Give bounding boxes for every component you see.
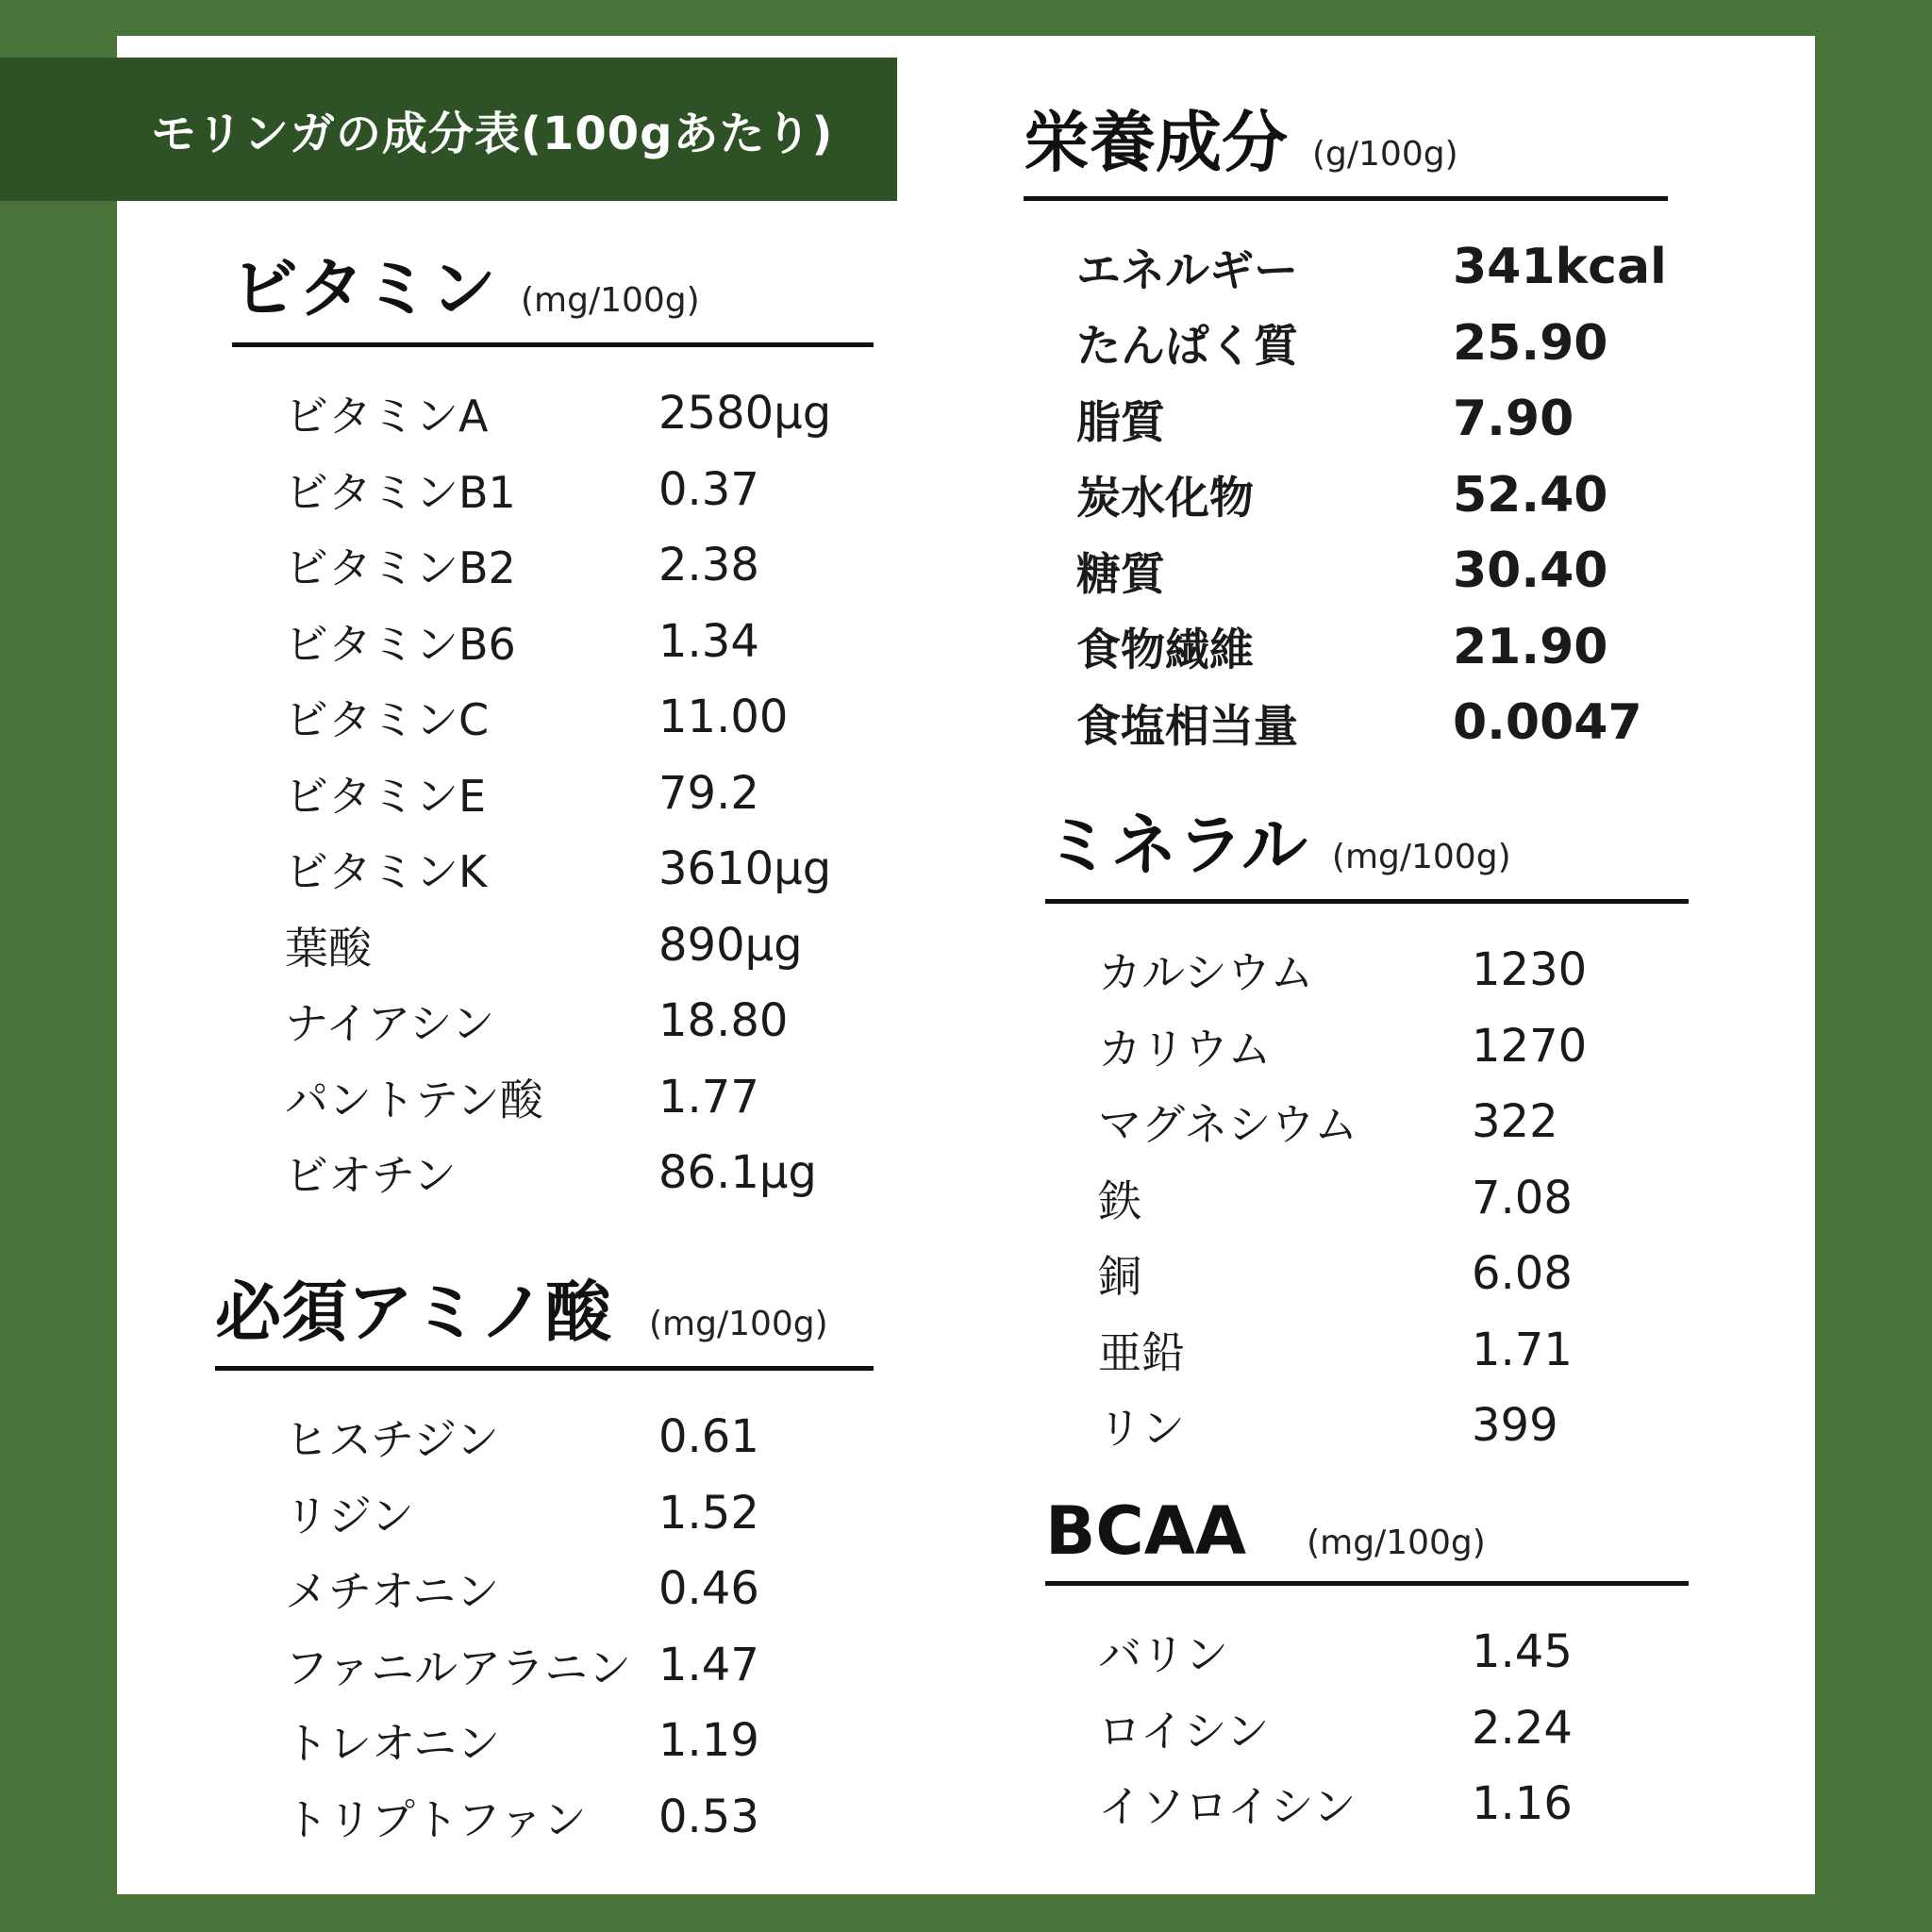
table-row bbox=[232, 1627, 874, 1704]
table-row bbox=[1045, 1690, 1689, 1767]
table-row bbox=[232, 679, 874, 756]
row-value: 3610μg bbox=[658, 842, 832, 896]
row-value: 7.08 bbox=[1472, 1171, 1573, 1224]
row-value: 1.47 bbox=[658, 1638, 759, 1691]
table-row bbox=[232, 1703, 874, 1779]
row-name: ファニルアラニン bbox=[285, 1641, 632, 1693]
row-name: 食塩相当量 bbox=[1076, 700, 1298, 753]
row-value: 0.37 bbox=[658, 462, 759, 516]
row-value: 21.90 bbox=[1453, 618, 1608, 675]
nutrients-rows bbox=[1024, 229, 1668, 761]
row-name: ビタミンB2 bbox=[285, 542, 516, 594]
table-row bbox=[232, 527, 874, 604]
row-name: 亜鉛 bbox=[1098, 1326, 1185, 1378]
row-name: 糖質 bbox=[1076, 548, 1165, 601]
row-value: 1.71 bbox=[1472, 1323, 1573, 1376]
row-name: 葉酸 bbox=[285, 922, 372, 974]
bcaa-header bbox=[1045, 1492, 1689, 1586]
row-value: 52.40 bbox=[1453, 466, 1608, 524]
minerals-header bbox=[1045, 792, 1689, 904]
row-value: 1270 bbox=[1472, 1019, 1588, 1073]
table-row bbox=[232, 1779, 874, 1856]
row-value: 0.53 bbox=[658, 1790, 759, 1843]
row-name: たんぱく質 bbox=[1076, 321, 1298, 374]
vitamins-unit: (mg/100g) bbox=[521, 281, 700, 320]
row-value: 1.16 bbox=[1472, 1777, 1573, 1831]
row-value: 7.90 bbox=[1453, 391, 1574, 448]
table-row bbox=[232, 604, 874, 680]
page-title-banner bbox=[0, 58, 897, 201]
row-value: 86.1μg bbox=[658, 1146, 817, 1200]
row-name: エネルギー bbox=[1076, 244, 1298, 297]
row-value: 1.52 bbox=[658, 1486, 759, 1540]
table-row bbox=[1024, 685, 1668, 761]
row-value: 1.77 bbox=[658, 1070, 759, 1124]
table-row bbox=[232, 831, 874, 908]
bcaa-rows bbox=[1045, 1614, 1689, 1842]
nutrients-section bbox=[1024, 90, 1668, 761]
nutrients-unit: (g/100g) bbox=[1312, 135, 1458, 174]
minerals-rows bbox=[1045, 932, 1689, 1464]
row-name: トリプトファン bbox=[285, 1793, 587, 1845]
vitamins-header bbox=[232, 236, 874, 347]
table-row bbox=[1045, 1614, 1689, 1690]
row-name: 脂質 bbox=[1076, 396, 1165, 449]
row-value: 1.45 bbox=[1472, 1625, 1573, 1679]
row-name: パントテン酸 bbox=[285, 1074, 543, 1125]
row-value: 1230 bbox=[1472, 943, 1588, 997]
row-name: カリウム bbox=[1098, 1023, 1272, 1074]
table-row bbox=[1045, 1084, 1689, 1160]
bcaa-unit: (mg/100g) bbox=[1307, 1524, 1486, 1562]
table-row bbox=[232, 1135, 874, 1211]
row-name: マグネシウム bbox=[1098, 1099, 1358, 1151]
row-name: ロイシン bbox=[1098, 1705, 1270, 1757]
table-row bbox=[232, 908, 874, 984]
table-row bbox=[1045, 1008, 1689, 1085]
amino-title: 必須アミノ酸 bbox=[215, 1274, 611, 1351]
row-name: ナイアシン bbox=[285, 998, 495, 1050]
table-row bbox=[1045, 1236, 1689, 1312]
row-value: 79.2 bbox=[658, 766, 759, 820]
table-row bbox=[1024, 458, 1668, 534]
bcaa-section bbox=[1045, 1492, 1689, 1842]
row-name: トレオニン bbox=[285, 1718, 501, 1770]
nutrients-title: 栄養成分 bbox=[1024, 104, 1288, 181]
row-value: 890μg bbox=[658, 918, 803, 972]
row-name: ビタミンB1 bbox=[285, 466, 516, 518]
minerals-title: ミネラル bbox=[1045, 807, 1307, 884]
row-name: ビタミンA bbox=[285, 391, 489, 442]
table-row bbox=[1045, 1312, 1689, 1389]
row-value: 341kcal bbox=[1453, 239, 1667, 296]
amino-rows bbox=[232, 1399, 874, 1855]
row-name: バリン bbox=[1098, 1629, 1228, 1681]
row-value: 25.90 bbox=[1453, 314, 1608, 372]
row-value: 0.61 bbox=[658, 1410, 759, 1464]
table-row bbox=[1045, 1388, 1689, 1464]
row-value: 2580μg bbox=[658, 387, 832, 441]
row-value: 322 bbox=[1472, 1095, 1558, 1149]
row-name: 炭水化物 bbox=[1076, 473, 1254, 525]
row-name: 銅 bbox=[1098, 1251, 1141, 1303]
table-row bbox=[232, 375, 874, 452]
row-value: 1.19 bbox=[658, 1714, 759, 1768]
row-name: ビタミンB6 bbox=[285, 618, 516, 670]
row-name: リン bbox=[1098, 1403, 1185, 1455]
table-row bbox=[232, 1475, 874, 1552]
row-value: 6.08 bbox=[1472, 1247, 1573, 1301]
bcaa-title: BCAA bbox=[1045, 1492, 1247, 1570]
table-row bbox=[232, 1551, 874, 1627]
row-value: 30.40 bbox=[1453, 542, 1608, 600]
row-name: カルシウム bbox=[1098, 947, 1314, 999]
vitamins-rows bbox=[232, 375, 874, 1211]
nutrients-header bbox=[1024, 90, 1668, 201]
row-value: 2.24 bbox=[1472, 1701, 1573, 1755]
amino-header bbox=[215, 1259, 874, 1371]
table-row bbox=[232, 983, 874, 1059]
table-row bbox=[1024, 381, 1668, 458]
row-name: ビタミンK bbox=[285, 846, 488, 898]
row-name: ビタミンC bbox=[285, 694, 490, 746]
row-value: 0.46 bbox=[658, 1562, 759, 1616]
table-row bbox=[1024, 306, 1668, 382]
table-row bbox=[1024, 609, 1668, 686]
amino-unit: (mg/100g) bbox=[649, 1305, 828, 1343]
row-value: 1.34 bbox=[658, 614, 759, 668]
row-value: 11.00 bbox=[658, 691, 789, 744]
vitamins-title: ビタミン bbox=[232, 250, 496, 327]
row-value: 18.80 bbox=[658, 994, 789, 1048]
table-row bbox=[232, 756, 874, 832]
row-value: 2.38 bbox=[658, 539, 759, 592]
row-name: 食物繊維 bbox=[1076, 625, 1254, 677]
row-name: リジン bbox=[285, 1490, 414, 1541]
page-title: モリンガの成分表(100gあたり) bbox=[151, 107, 834, 160]
table-row bbox=[232, 452, 874, 528]
table-row bbox=[1045, 932, 1689, 1008]
vitamins-section bbox=[232, 236, 874, 1211]
row-value: 399 bbox=[1472, 1399, 1558, 1453]
table-row bbox=[1024, 229, 1668, 306]
table-row bbox=[1045, 1160, 1689, 1237]
table-row bbox=[232, 1399, 874, 1475]
row-name: 鉄 bbox=[1098, 1174, 1141, 1226]
row-name: イソロイシン bbox=[1098, 1781, 1357, 1833]
table-row bbox=[1045, 1766, 1689, 1842]
table-row bbox=[1024, 533, 1668, 609]
row-name: ビタミンE bbox=[285, 770, 487, 822]
row-name: ヒスチジン bbox=[285, 1414, 500, 1466]
minerals-section bbox=[1045, 792, 1689, 1464]
row-name: ビオチン bbox=[285, 1150, 457, 1202]
table-row bbox=[232, 1059, 874, 1136]
amino-section bbox=[215, 1259, 874, 1855]
row-value: 0.0047 bbox=[1453, 694, 1642, 752]
row-name: メチオニン bbox=[285, 1566, 500, 1618]
minerals-unit: (mg/100g) bbox=[1331, 838, 1511, 876]
